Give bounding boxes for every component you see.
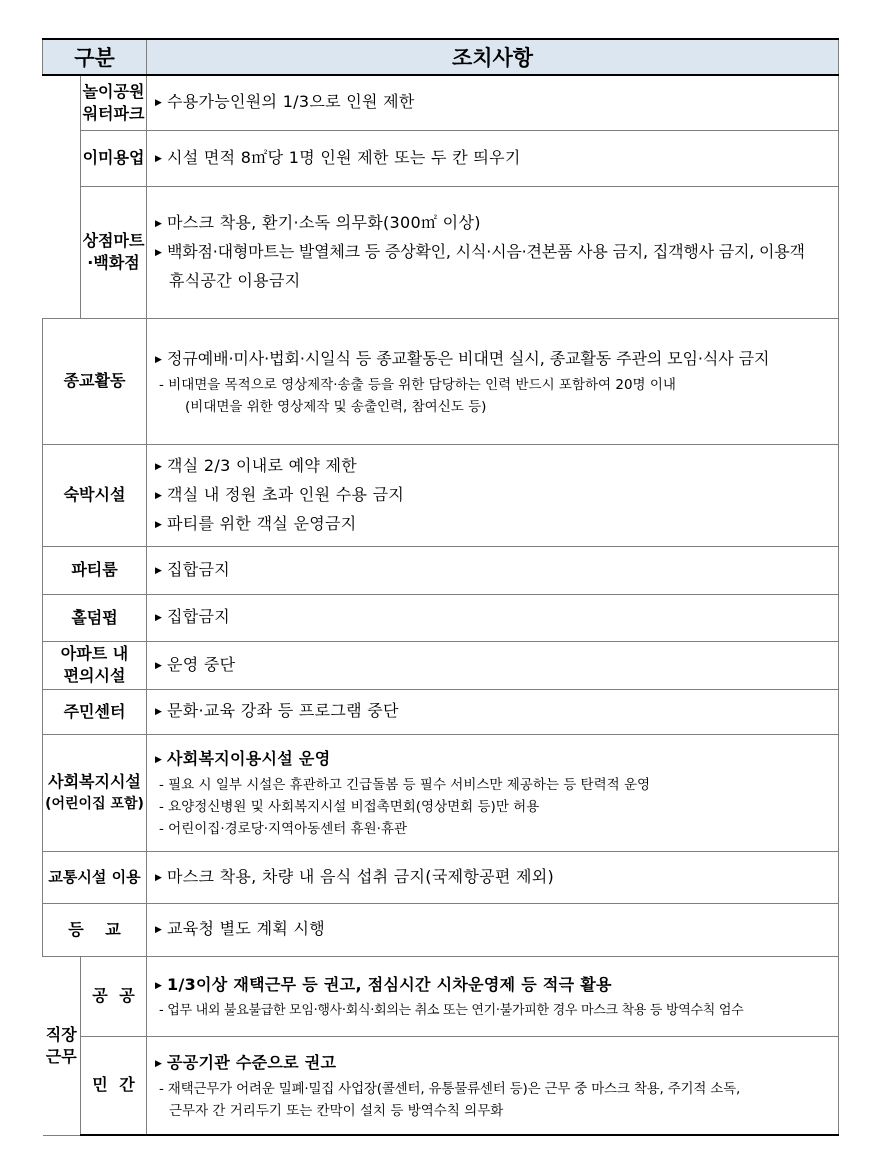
row-content-welfare: ▶ 사회복지이용시설 운영 - 필요 시 일부 시설은 휴관하고 긴급돌봄 등 필수 서비스만 제공하는 등 탄력적 운영 - 요양정신병원 및 사회복지시설 비접촉면회(영상면회 등)만 허용 - 어린이집·경로당·지역아동센터 휴원·휴관 [147,734,839,851]
table-row [43,318,839,444]
triangle-bullet-icon: ▶ [155,519,163,530]
triangle-bullet-icon: ▶ [155,490,163,501]
row-label-welfare: 사회복지시설 (어린이집 포함) [43,734,147,851]
row-content-holdempub: ▶ 집합금지 [147,594,839,641]
table-row [43,903,839,956]
triangle-bullet-icon: ▶ [155,1058,163,1069]
header-category: 구분 [43,39,147,75]
row-label-mart: 상점마트 ·백화점 [81,186,147,318]
row-label-apartment: 아파트 내 편의시설 [43,641,147,689]
row-content-amusement: ▶ 수용가능인원의 1/3으로 인원 제한 [147,75,839,130]
triangle-bullet-icon: ▶ [155,755,163,765]
table-header-row [43,39,839,75]
row-label-work-private: 민 간 [81,1036,147,1135]
row-label-amusement: 놀이공원 워터파크 [81,75,147,130]
triangle-bullet-icon: ▶ [155,153,163,164]
triangle-bullet-icon: ▶ [155,98,163,109]
table-row [43,734,839,851]
triangle-bullet-icon: ▶ [155,354,162,365]
row-label-partyroom: 파티룸 [43,546,147,594]
row-content-school: ▶ 교육청 별도 계획 시행 [147,903,839,956]
triangle-bullet-icon: ▶ [155,872,163,883]
row-label-work: 직장 근무 [43,956,81,1135]
triangle-bullet-icon: ▶ [155,925,163,935]
triangle-bullet-icon: ▶ [155,980,163,991]
table-row [43,594,839,641]
row-content-work-private: ▶ 공공기관 수준으로 권고 - 재택근무가 어려운 밀폐·밀집 사업장(콜센터, 유통물류센터 등)은 근무 중 마스크 착용, 주기적 소독, 근무자 간 거리두기 또는 칸막이 설치 등 방역수칙 의무화 [147,1036,839,1135]
row-content-mart: ▶ 마스크 착용, 환기·소독 의무화(300㎡ 이상) ▶ 백화점·대형마트는 발열체크 등 증상확인, 시식·시음·견본품 사용 금지, 집객행사 금지, 이용객 휴식공간 이용금지 [147,186,839,318]
row-label-lodging: 숙박시설 [43,444,147,546]
table-row [43,641,839,689]
triangle-bullet-icon: ▶ [155,707,163,717]
triangle-bullet-icon: ▶ [155,219,163,229]
table-row [43,956,839,1036]
table-row [43,130,839,186]
table-row [43,75,839,130]
row-label-holdempub: 홀덤펍 [43,594,147,641]
triangle-bullet-icon: ▶ [155,461,163,472]
triangle-bullet-icon: ▶ [155,660,163,671]
row-label-transport: 교통시설 이용 [43,851,147,903]
row-label-work-public: 공 공 [81,956,147,1036]
row-label-school: 등 교 [43,903,147,956]
row-content-work-public: ▶ 1/3이상 재택근무 등 권고, 점심시간 시차운영제 등 적극 활용 - 업무 내외 불요불급한 모임·행사·회식·회의는 취소 또는 연기·불가피한 경우 마스크 착용 등 방역수칙 엄수 [147,956,839,1036]
triangle-bullet-icon: ▶ [155,248,162,258]
row-label-beauty: 이미용업 [81,130,147,186]
table-row [43,186,839,318]
row-label-religion: 종교활동 [43,318,147,444]
table-row [43,851,839,903]
row-content-religion: ▶ 정규예배·미사·법회·시일식 등 종교활동은 비대면 실시, 종교활동 주관의 모임·식사 금지 - 비대면을 목적으로 영상제작·송출 등을 위한 담당하는 인력 반드시 포함하여 20명 이내 (비대면을 위한 영상제작 및 송출인력, 참여신도 등) [147,318,839,444]
row-label-community: 주민센터 [43,689,147,734]
table-row [43,689,839,734]
triangle-bullet-icon: ▶ [155,565,163,576]
header-measures: 조치사항 [147,39,839,75]
table-row [43,444,839,546]
table-row [43,546,839,594]
row-content-transport: ▶ 마스크 착용, 차량 내 음식 섭취 금지(국제항공편 제외) [147,851,839,903]
row-content-partyroom: ▶ 집합금지 [147,546,839,594]
triangle-bullet-icon: ▶ [155,613,163,623]
row-content-community: ▶ 문화·교육 강좌 등 프로그램 중단 [147,689,839,734]
row-content-lodging: ▶ 객실 2/3 이내로 예약 제한 ▶ 객실 내 정원 초과 인원 수용 금지 ▶ 파티를 위한 객실 운영금지 [147,444,839,546]
row-content-beauty: ▶ 시설 면적 8㎡당 1명 인원 제한 또는 두 칸 띄우기 [147,130,839,186]
measures-table [42,38,839,1136]
row-content-apartment: ▶ 운영 중단 [147,641,839,689]
table-row [43,1036,839,1135]
